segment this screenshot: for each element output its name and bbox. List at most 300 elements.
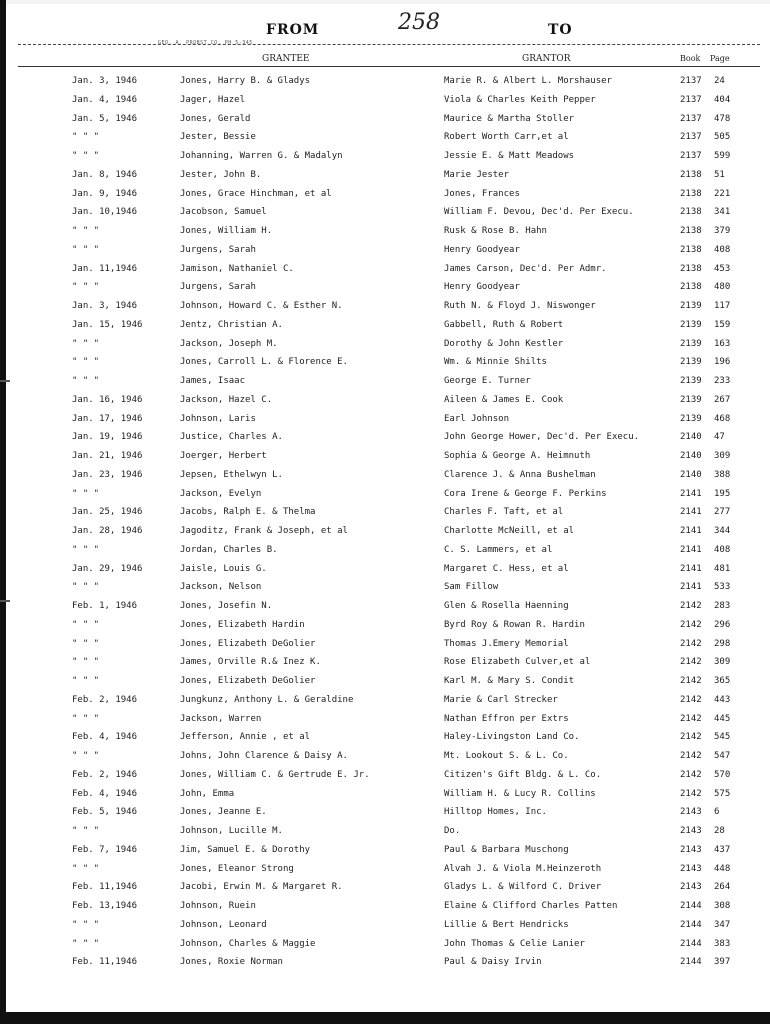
record-grantee: Jackson, Warren xyxy=(180,713,262,724)
record-grantor: Alvah J. & Viola M.Heinzeroth xyxy=(444,863,602,874)
record-page: 448 xyxy=(714,863,731,874)
record-book: 2141 xyxy=(680,544,702,555)
record-grantee: Jepsen, Ethelwyn L. xyxy=(180,469,283,480)
record-grantee: Jones, Elizabeth DeGolier xyxy=(180,638,316,649)
record-date: " " " xyxy=(72,338,100,349)
record-row xyxy=(0,410,770,428)
record-row xyxy=(0,935,770,953)
record-row xyxy=(0,147,770,165)
record-date: Feb. 11,1946 xyxy=(72,957,138,968)
record-page: 308 xyxy=(714,901,731,911)
record-grantor: Paul & Barbara Muschong xyxy=(444,844,569,855)
record-page: 570 xyxy=(714,769,731,780)
record-page: 404 xyxy=(714,94,731,105)
record-date: Feb. 7, 1946 xyxy=(72,844,138,855)
record-row xyxy=(0,672,770,690)
record-page: 599 xyxy=(714,151,731,161)
record-grantee: Jester, Bessie xyxy=(180,132,256,143)
record-date: " " " xyxy=(72,582,100,593)
record-row xyxy=(0,597,770,615)
record-grantee: Jones, Carroll L. & Florence E. xyxy=(180,357,348,368)
record-page: 159 xyxy=(714,319,731,330)
record-page: 347 xyxy=(714,919,731,930)
record-grantor: Henry Goodyear xyxy=(444,282,520,293)
record-row xyxy=(0,541,770,559)
record-grantor: Charles F. Taft, et al xyxy=(444,507,564,518)
record-date: " " " xyxy=(72,544,100,555)
record-page: 533 xyxy=(714,582,731,593)
record-book: 2143 xyxy=(680,844,702,855)
record-page: 365 xyxy=(714,676,731,686)
record-book: 2142 xyxy=(680,657,702,668)
record-grantee: Jackson, Joseph M. xyxy=(180,338,278,349)
record-grantee: Johnson, Laris xyxy=(180,413,256,424)
record-book: 2139 xyxy=(680,319,702,330)
page-number: 258 xyxy=(398,10,440,35)
record-book: 2139 xyxy=(680,301,702,311)
record-grantee: James, Isaac xyxy=(180,376,246,386)
record-page: 505 xyxy=(714,132,731,143)
record-date: Feb. 13,1946 xyxy=(72,901,138,911)
record-date: " " " xyxy=(72,244,100,255)
record-book: 2137 xyxy=(680,76,702,86)
record-page: 480 xyxy=(714,282,731,293)
record-grantee: Jones, Josefin N. xyxy=(180,601,273,611)
record-grantor: Jessie E. & Matt Meadows xyxy=(444,151,575,161)
record-page: 547 xyxy=(714,751,731,761)
record-date: " " " xyxy=(72,751,100,761)
book-column-header: Book xyxy=(680,54,701,63)
record-row xyxy=(0,747,770,765)
record-row xyxy=(0,653,770,671)
record-grantee: Johns, John Clarence & Daisy A. xyxy=(180,751,348,761)
record-date: " " " xyxy=(72,376,100,386)
record-date: Feb. 1, 1946 xyxy=(72,601,138,611)
record-grantor: Mt. Lookout S. & L. Co. xyxy=(444,751,569,761)
record-page: 437 xyxy=(714,844,731,855)
record-grantee: Jordan, Charles B. xyxy=(180,544,278,555)
record-row xyxy=(0,803,770,821)
record-grantee: Jefferson, Annie , et al xyxy=(180,732,311,743)
record-grantee: Jager, Hazel xyxy=(180,94,246,105)
record-book: 2143 xyxy=(680,826,702,836)
record-page: 445 xyxy=(714,713,731,724)
record-grantee: Jentz, Christian A. xyxy=(180,319,283,330)
record-book: 2138 xyxy=(680,263,702,274)
record-grantor: Marie & Carl Strecker xyxy=(444,694,558,705)
record-grantor: Rose Elizabeth Culver,et al xyxy=(444,657,591,668)
record-row xyxy=(0,278,770,296)
record-page: 298 xyxy=(714,638,731,649)
record-book: 2139 xyxy=(680,357,702,368)
record-row xyxy=(0,485,770,503)
record-date: Feb. 11,1946 xyxy=(72,882,138,893)
record-grantor: Sam Fillow xyxy=(444,582,499,593)
record-grantor: George E. Turner xyxy=(444,376,531,386)
record-date: " " " xyxy=(72,488,100,499)
record-page: 195 xyxy=(714,488,731,499)
record-row xyxy=(0,691,770,709)
grantor-column-header: GRANTOR xyxy=(522,54,571,64)
record-row xyxy=(0,578,770,596)
record-row xyxy=(0,916,770,934)
record-date: Feb. 2, 1946 xyxy=(72,769,138,780)
record-book: 2141 xyxy=(680,526,702,536)
record-book: 2141 xyxy=(680,563,702,574)
record-date: Feb. 5, 1946 xyxy=(72,807,138,818)
record-row xyxy=(0,503,770,521)
record-row xyxy=(0,372,770,390)
record-date: Jan. 8, 1946 xyxy=(72,169,138,180)
record-book: 2144 xyxy=(680,957,702,968)
record-date: Jan. 15, 1946 xyxy=(72,319,143,330)
record-book: 2137 xyxy=(680,132,702,143)
record-book: 2137 xyxy=(680,113,702,124)
record-book: 2142 xyxy=(680,769,702,780)
record-grantor: John George Hower, Dec'd. Per Execu. xyxy=(444,432,640,443)
record-page: 267 xyxy=(714,394,731,405)
record-row xyxy=(0,297,770,315)
record-row xyxy=(0,785,770,803)
record-book: 2142 xyxy=(680,788,702,799)
record-grantee: Jester, John B. xyxy=(180,169,262,180)
record-date: Jan. 28, 1946 xyxy=(72,526,143,536)
record-grantor: Aileen & James E. Cook xyxy=(444,394,564,405)
record-grantor: James Carson, Dec'd. Per Admr. xyxy=(444,263,607,274)
record-grantor: Marie Jester xyxy=(444,169,510,180)
record-date: " " " xyxy=(72,676,100,686)
record-book: 2138 xyxy=(680,226,702,236)
record-grantor: Ruth N. & Floyd J. Niswonger xyxy=(444,301,596,311)
record-book: 2140 xyxy=(680,469,702,480)
record-date: " " " xyxy=(72,282,100,293)
record-date: " " " xyxy=(72,826,100,836)
record-grantor: Cora Irene & George F. Perkins xyxy=(444,488,607,499)
to-heading: TO xyxy=(548,22,573,38)
record-date: Jan. 21, 1946 xyxy=(72,451,143,461)
record-date: Jan. 3, 1946 xyxy=(72,301,138,311)
record-row xyxy=(0,72,770,90)
record-date: Feb. 4, 1946 xyxy=(72,732,138,743)
header-rule-bottom xyxy=(18,66,760,67)
record-date: " " " xyxy=(72,638,100,649)
record-row xyxy=(0,128,770,146)
record-grantor: William H. & Lucy R. Collins xyxy=(444,788,596,799)
record-grantor: Margaret C. Hess, et al xyxy=(444,563,569,574)
record-page: 481 xyxy=(714,563,731,574)
record-grantee: Jim, Samuel E. & Dorothy xyxy=(180,844,311,855)
record-date: Feb. 2, 1946 xyxy=(72,694,138,705)
record-grantor: Maurice & Martha Stoller xyxy=(444,113,575,124)
record-date: Jan. 23, 1946 xyxy=(72,469,143,480)
record-grantee: Jackson, Nelson xyxy=(180,582,262,593)
record-grantee: Jones, Jeanne E. xyxy=(180,807,267,818)
record-row xyxy=(0,616,770,634)
record-grantee: Jagoditz, Frank & Joseph, et al xyxy=(180,526,348,536)
record-grantor: Viola & Charles Keith Pepper xyxy=(444,94,596,105)
record-date: Jan. 19, 1946 xyxy=(72,432,143,443)
record-book: 2137 xyxy=(680,151,702,161)
record-page: 221 xyxy=(714,188,731,199)
record-grantor: Thomas J.Emery Memorial xyxy=(444,638,569,649)
record-book: 2143 xyxy=(680,807,702,818)
record-grantor: Byrd Roy & Rowan R. Hardin xyxy=(444,619,585,630)
record-page: 397 xyxy=(714,957,731,968)
record-page: 117 xyxy=(714,301,731,311)
record-row xyxy=(0,522,770,540)
record-row xyxy=(0,353,770,371)
record-grantor: Karl M. & Mary S. Condit xyxy=(444,676,575,686)
record-grantor: Marie R. & Albert L. Morshauser xyxy=(444,76,612,86)
record-page: 408 xyxy=(714,544,731,555)
record-grantor: Haley-Livingston Land Co. xyxy=(444,732,580,743)
record-book: 2144 xyxy=(680,919,702,930)
record-book: 2143 xyxy=(680,863,702,874)
record-grantee: Johnson, Charles & Maggie xyxy=(180,938,316,949)
record-page: 344 xyxy=(714,526,731,536)
record-grantee: James, Orville R.& Inez K. xyxy=(180,657,321,668)
record-row xyxy=(0,110,770,128)
record-grantee: Jacobi, Erwin M. & Margaret R. xyxy=(180,882,343,893)
record-row xyxy=(0,897,770,915)
record-grantor: Clarence J. & Anna Bushelman xyxy=(444,469,596,480)
record-grantor: Gladys L. & Wilford C. Driver xyxy=(444,882,602,893)
record-page: 47 xyxy=(714,432,725,443)
record-grantor: Sophia & George A. Heimnuth xyxy=(444,451,591,461)
record-grantee: Jones, William H. xyxy=(180,226,273,236)
record-grantor: Robert Worth Carr,et al xyxy=(444,132,569,143)
record-grantee: Jurgens, Sarah xyxy=(180,244,256,255)
record-grantor: Hilltop Homes, Inc. xyxy=(444,807,547,818)
record-grantee: John, Emma xyxy=(180,788,235,799)
record-grantor: Henry Goodyear xyxy=(444,244,520,255)
record-grantee: Jamison, Nathaniel C. xyxy=(180,263,294,274)
record-page: 408 xyxy=(714,244,731,255)
record-date: Jan. 5, 1946 xyxy=(72,113,138,124)
record-date: " " " xyxy=(72,863,100,874)
record-page: 383 xyxy=(714,938,731,949)
from-heading: FROM xyxy=(266,22,320,38)
record-page: 379 xyxy=(714,226,731,236)
record-row xyxy=(0,203,770,221)
record-row xyxy=(0,428,770,446)
record-row xyxy=(0,728,770,746)
record-date: " " " xyxy=(72,357,100,368)
record-grantee: Jones, Gerald xyxy=(180,113,251,124)
record-grantor: John Thomas & Celie Lanier xyxy=(444,938,585,949)
record-grantee: Jones, Roxie Norman xyxy=(180,957,283,968)
record-row xyxy=(0,166,770,184)
record-grantee: Jacobs, Ralph E. & Thelma xyxy=(180,507,316,518)
record-date: " " " xyxy=(72,657,100,668)
record-page: 478 xyxy=(714,113,731,124)
record-book: 2138 xyxy=(680,169,702,180)
record-grantee: Joerger, Herbert xyxy=(180,451,267,461)
record-page: 196 xyxy=(714,357,731,368)
record-row xyxy=(0,260,770,278)
record-grantor: Citizen's Gift Bldg. & L. Co. xyxy=(444,769,602,780)
record-grantor: Elaine & Clifford Charles Patten xyxy=(444,901,618,911)
record-book: 2139 xyxy=(680,338,702,349)
printer-stamp: GEO. A. PROBST CO. PH 5-345 xyxy=(158,40,253,46)
record-row xyxy=(0,635,770,653)
record-book: 2142 xyxy=(680,619,702,630)
record-book: 2140 xyxy=(680,432,702,443)
record-book: 2144 xyxy=(680,901,702,911)
record-row xyxy=(0,316,770,334)
record-date: Jan. 25, 1946 xyxy=(72,507,143,518)
record-page: 264 xyxy=(714,882,731,893)
grantee-column-header: GRANTEE xyxy=(262,54,310,64)
record-row xyxy=(0,953,770,971)
record-grantor: Glen & Rosella Haenning xyxy=(444,601,569,611)
record-grantee: Jackson, Hazel C. xyxy=(180,394,273,405)
record-grantee: Johanning, Warren G. & Madalyn xyxy=(180,151,343,161)
record-page: 233 xyxy=(714,376,731,386)
record-page: 51 xyxy=(714,169,725,180)
record-book: 2141 xyxy=(680,507,702,518)
record-grantee: Jungkunz, Anthony L. & Geraldine xyxy=(180,694,354,705)
scan-bottom-edge xyxy=(0,1012,770,1024)
record-book: 2140 xyxy=(680,451,702,461)
record-date: Jan. 11,1946 xyxy=(72,263,138,274)
page-column-header: Page xyxy=(710,54,730,63)
record-book: 2138 xyxy=(680,282,702,293)
record-grantee: Justice, Charles A. xyxy=(180,432,283,443)
record-grantee: Jones, Harry B. & Gladys xyxy=(180,76,311,86)
scan-top-edge xyxy=(0,0,770,4)
record-row xyxy=(0,860,770,878)
record-page: 443 xyxy=(714,694,731,705)
record-row xyxy=(0,91,770,109)
record-row xyxy=(0,766,770,784)
record-grantee: Johnson, Howard C. & Esther N. xyxy=(180,301,343,311)
record-row xyxy=(0,185,770,203)
record-grantor: Charlotte McNeill, et al xyxy=(444,526,575,536)
record-book: 2143 xyxy=(680,882,702,893)
record-book: 2139 xyxy=(680,413,702,424)
record-grantee: Jaisle, Louis G. xyxy=(180,563,267,574)
record-page: 545 xyxy=(714,732,731,743)
record-book: 2139 xyxy=(680,394,702,405)
record-book: 2142 xyxy=(680,694,702,705)
record-grantor: Wm. & Minnie Shilts xyxy=(444,357,547,368)
record-grantor: Dorothy & John Kestler xyxy=(444,338,564,349)
record-date: " " " xyxy=(72,938,100,949)
record-grantor: Do. xyxy=(444,826,461,836)
header-rule-top xyxy=(18,44,760,45)
record-row xyxy=(0,447,770,465)
record-page: 453 xyxy=(714,263,731,274)
record-grantor: Paul & Daisy Irvin xyxy=(444,957,542,968)
record-page: 341 xyxy=(714,207,731,218)
record-date: " " " xyxy=(72,151,100,161)
record-page: 24 xyxy=(714,76,725,86)
record-grantor: Jones, Frances xyxy=(444,188,520,199)
record-grantee: Johnson, Leonard xyxy=(180,919,267,930)
record-book: 2138 xyxy=(680,207,702,218)
record-grantor: William F. Devou, Dec'd. Per Execu. xyxy=(444,207,634,218)
record-grantor: Gabbell, Ruth & Robert xyxy=(444,319,564,330)
record-date: " " " xyxy=(72,132,100,143)
record-grantee: Johnson, Lucille M. xyxy=(180,826,283,836)
record-row xyxy=(0,841,770,859)
record-grantee: Jones, Elizabeth DeGolier xyxy=(180,676,316,686)
record-page: 277 xyxy=(714,507,731,518)
record-date: Jan. 4, 1946 xyxy=(72,94,138,105)
record-date: Jan. 17, 1946 xyxy=(72,413,143,424)
record-page: 468 xyxy=(714,413,731,424)
record-row xyxy=(0,466,770,484)
record-grantee: Jackson, Evelyn xyxy=(180,488,262,499)
record-page: 388 xyxy=(714,469,731,480)
record-date: Feb. 4, 1946 xyxy=(72,788,138,799)
record-row xyxy=(0,878,770,896)
record-grantor: Lillie & Bert Hendricks xyxy=(444,919,569,930)
record-row xyxy=(0,391,770,409)
record-date: " " " xyxy=(72,713,100,724)
record-date: Jan. 29, 1946 xyxy=(72,563,143,574)
record-book: 2139 xyxy=(680,376,702,386)
record-page: 283 xyxy=(714,601,731,611)
record-row xyxy=(0,560,770,578)
record-grantor: Earl Johnson xyxy=(444,413,510,424)
record-book: 2142 xyxy=(680,638,702,649)
record-grantee: Jones, Elizabeth Hardin xyxy=(180,619,305,630)
record-row xyxy=(0,710,770,728)
record-grantee: Jurgens, Sarah xyxy=(180,282,256,293)
record-book: 2142 xyxy=(680,601,702,611)
record-date: " " " xyxy=(72,226,100,236)
record-date: Jan. 16, 1946 xyxy=(72,394,143,405)
record-grantee: Jones, Eleanor Strong xyxy=(180,863,294,874)
record-book: 2144 xyxy=(680,938,702,949)
record-row xyxy=(0,822,770,840)
record-page: 309 xyxy=(714,657,731,668)
record-book: 2138 xyxy=(680,188,702,199)
record-page: 575 xyxy=(714,788,731,799)
record-date: Jan. 9, 1946 xyxy=(72,188,138,199)
record-page: 296 xyxy=(714,619,731,630)
record-grantor: C. S. Lammers, et al xyxy=(444,544,553,555)
record-book: 2141 xyxy=(680,488,702,499)
record-page: 28 xyxy=(714,826,725,836)
record-book: 2138 xyxy=(680,244,702,255)
record-grantee: Jacobson, Samuel xyxy=(180,207,267,218)
record-date: Jan. 10,1946 xyxy=(72,207,138,218)
record-row xyxy=(0,241,770,259)
record-grantor: Nathan Effron per Extrs xyxy=(444,713,569,724)
record-page: 163 xyxy=(714,338,731,349)
record-book: 2142 xyxy=(680,732,702,743)
record-grantee: Jones, Grace Hinchman, et al xyxy=(180,188,332,199)
record-date: " " " xyxy=(72,619,100,630)
record-row xyxy=(0,222,770,240)
record-book: 2141 xyxy=(680,582,702,593)
record-book: 2137 xyxy=(680,94,702,105)
record-book: 2142 xyxy=(680,751,702,761)
record-row xyxy=(0,335,770,353)
record-page: 309 xyxy=(714,451,731,461)
record-book: 2142 xyxy=(680,713,702,724)
record-grantee: Jones, William C. & Gertrude E. Jr. xyxy=(180,769,370,780)
record-date: " " " xyxy=(72,919,100,930)
record-grantee: Johnson, Ruein xyxy=(180,901,256,911)
record-date: Jan. 3, 1946 xyxy=(72,76,138,86)
record-page: 6 xyxy=(714,807,720,818)
record-book: 2142 xyxy=(680,676,702,686)
record-grantor: Rusk & Rose B. Hahn xyxy=(444,226,547,236)
